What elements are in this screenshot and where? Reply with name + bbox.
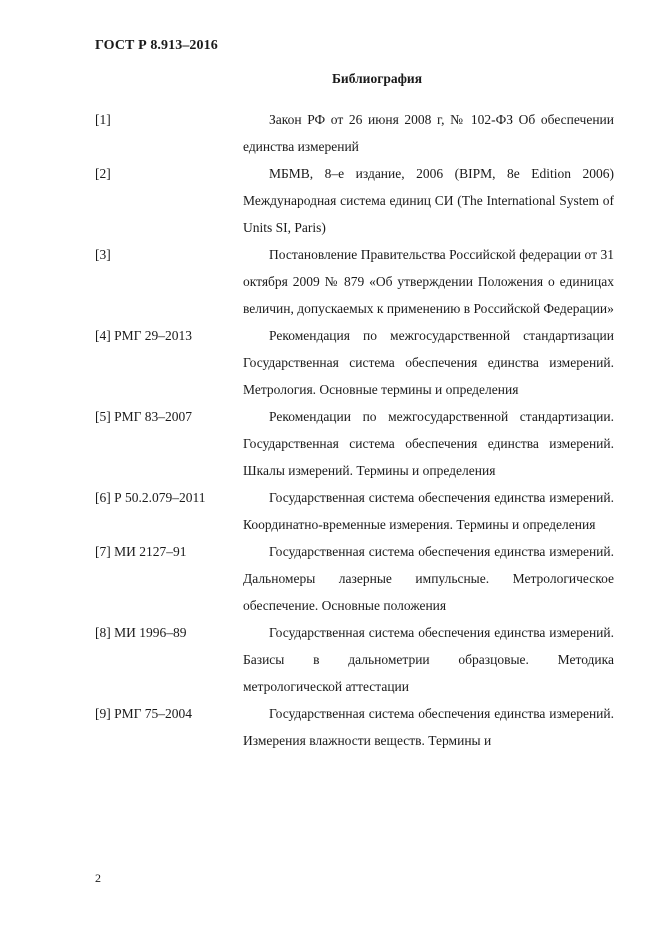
bibliography-title: Библиография: [331, 71, 423, 86]
entry-id: [5] РМГ 83–2007: [95, 409, 193, 424]
bibliography-entry: [95, 241, 614, 322]
bibliography-entry: [95, 403, 614, 484]
bibliography-list: [95, 106, 614, 754]
bibliography-entry: [95, 619, 614, 700]
entry-text: Рекомендации по межгосударственной стандартизации. Государственная система обеспечения единства измерений. Шкалы измерений. Термины и определения: [243, 409, 614, 478]
entry-id: [4] РМГ 29–2013: [95, 328, 193, 343]
document-code-header: ГОСТ Р 8.913–2016: [95, 38, 218, 53]
entry-text: Закон РФ от 26 июня 2008 г, № 102-ФЗ Об обеспечении единства измерений: [243, 112, 614, 154]
page-number: 2: [95, 871, 101, 885]
bibliography-entry: [95, 322, 614, 403]
bibliography-entry: [95, 106, 614, 160]
bibliography-entry: [95, 700, 614, 754]
entry-id: [3]: [95, 247, 111, 262]
bibliography-entry: [95, 160, 614, 241]
entry-id: [6] Р 50.2.079–2011: [95, 490, 206, 505]
entry-text: Государственная система обеспечения единства измерений. Измерения влажности веществ. Термины и: [243, 706, 614, 748]
entry-text: МБМВ, 8–е издание, 2006 (BIPM, 8e Edition 2006) Международная система единиц СИ (The International System of Units SI, Paris): [243, 166, 614, 235]
entry-id: [8] МИ 1996–89: [95, 625, 187, 640]
entry-id: [1]: [95, 112, 111, 127]
entry-text: Государственная система обеспечения единства измерений. Координатно-временные измерения. Термины и определения: [243, 490, 614, 532]
entry-text: Рекомендация по межгосударственной стандартизации Государственная система обеспечения единства измерений. Метрология. Основные термины и определения: [243, 328, 614, 397]
entry-text: Государственная система обеспечения единства измерений. Базисы в дальнометрии образцовые. Методика метрологической аттестации: [243, 625, 614, 694]
entry-text: Постановление Правительства Российской федерации от 31 октября 2009 № 879 «Об утверждении Положения о единицах величин, допускаемых к применению в Российской Федерации»: [243, 247, 614, 316]
entry-id: [2]: [95, 166, 111, 181]
bibliography-entry: [95, 484, 614, 538]
entry-id: [9] РМГ 75–2004: [95, 706, 193, 721]
entry-id: [7] МИ 2127–91: [95, 544, 187, 559]
entry-text: Государственная система обеспечения единства измерений. Дальномеры лазерные импульсные. Метрологическое обеспечение. Основные положения: [243, 544, 614, 613]
bibliography-entry: [95, 538, 614, 619]
